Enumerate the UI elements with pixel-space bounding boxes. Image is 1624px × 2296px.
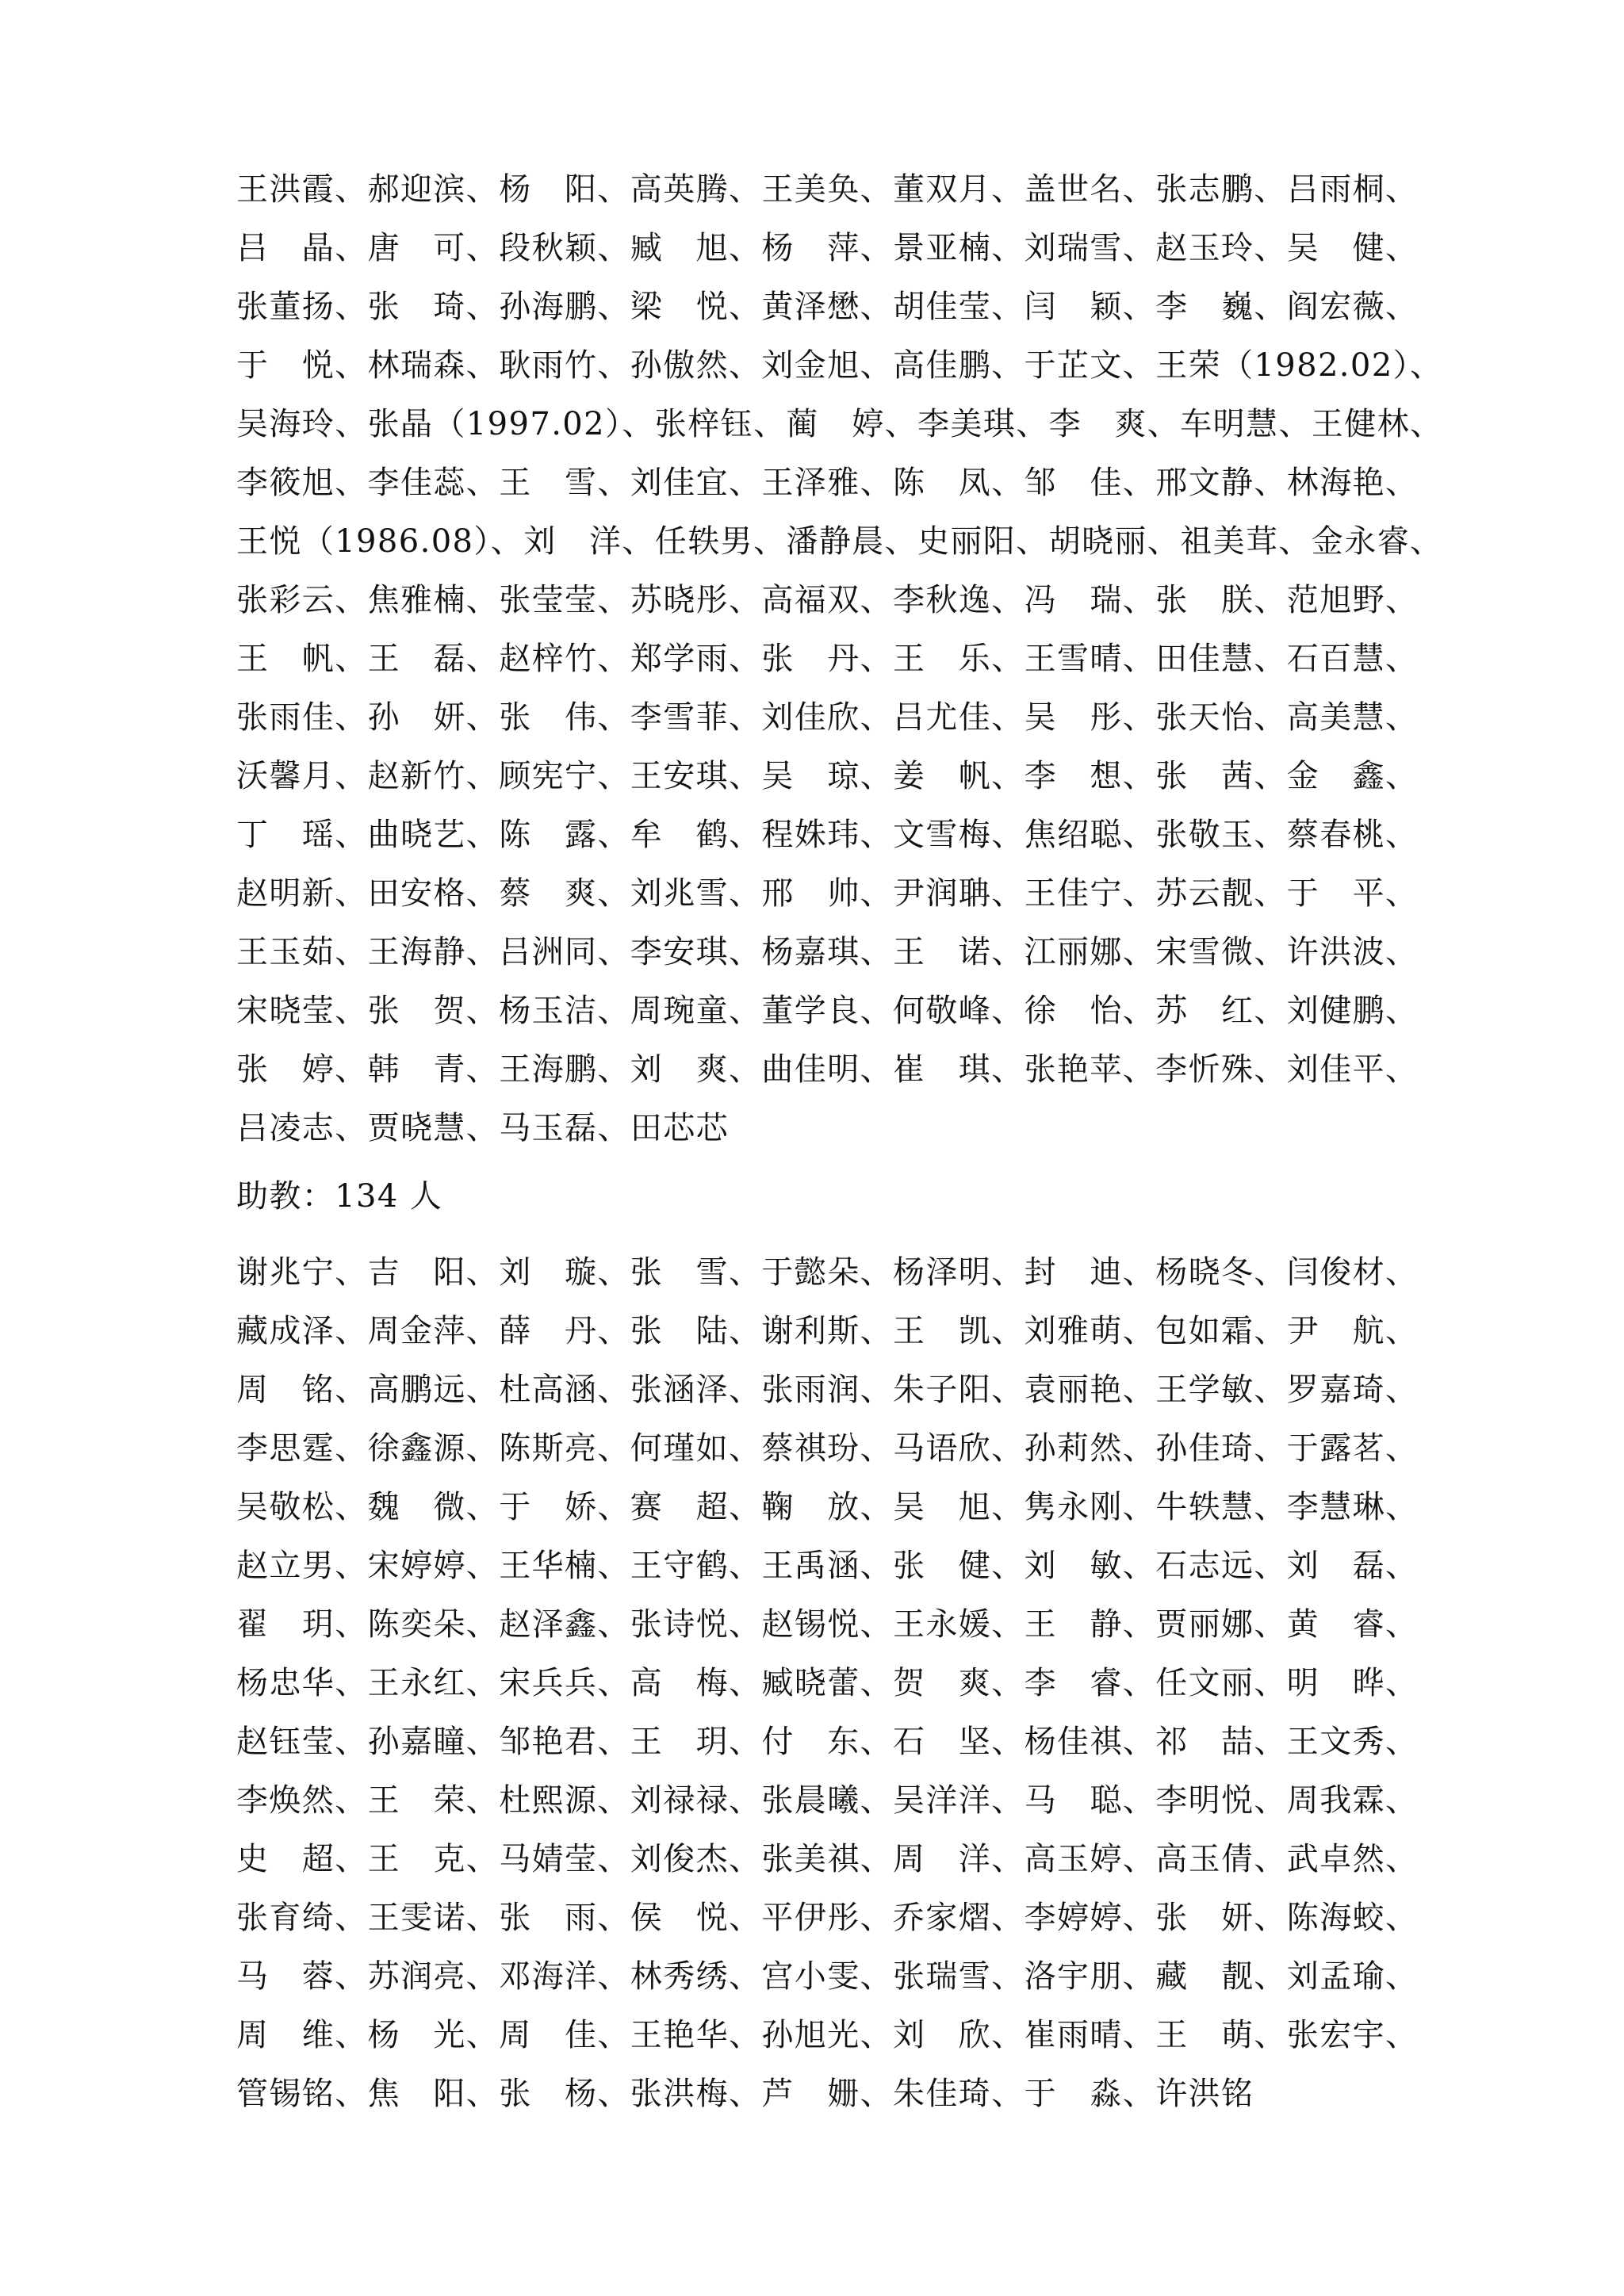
text-line: 史 超、王 克、马婧莹、刘俊杰、张美祺、周 洋、高玉婷、高玉倩、武卓然、 [236,1841,1419,1877]
text-line: 王 帆、王 磊、赵梓竹、郑学雨、张 丹、王 乐、王雪晴、田佳慧、石百慧、 [236,641,1419,677]
text-line: 吕 晶、唐 可、段秋颖、臧 旭、杨 萍、景亚楠、刘瑞雪、赵玉玲、吴 健、 [236,230,1419,266]
text-line: 张董扬、张 琦、孙海鹏、梁 悦、黄泽懋、胡佳莹、闫 颖、李 巍、阎宏薇、 [236,289,1419,325]
text-line: 宋晓莹、张 贺、杨玉洁、周琬童、董学良、何敬峰、徐 怡、苏 红、刘健鹏、 [236,993,1419,1029]
text-line: 周 维、杨 光、周 佳、王艳华、孙旭光、刘 欣、崔雨晴、王 萌、张宏宇、 [236,2017,1419,2053]
text-line: 王洪霞、郝迎滨、杨 阳、高英腾、王美奂、董双月、盖世名、张志鹏、吕雨桐、 [236,171,1419,208]
text-line: 赵钰莹、孙嘉瞳、邹艳君、王 玥、付 东、石 坚、杨佳祺、祁 喆、王文秀、 [236,1724,1419,1760]
text-line: 于 悦、林瑞森、耿雨竹、孙傲然、刘金旭、高佳鹏、于芷文、王荣（1982.02）、 [236,347,1443,384]
name-list-section-1 [236,160,1443,1158]
section-heading-teaching-assistants: 助教：134 人 [236,1178,443,1215]
text-line: 周 铭、高鹏远、杜高涵、张涵泽、张雨润、朱子阳、袁丽艳、王学敏、罗嘉琦、 [236,1372,1419,1408]
name-list-section-2 [236,1243,1419,2123]
text-line: 翟 玥、陈奕朵、赵泽鑫、张诗悦、赵锡悦、王永媛、王 静、贾丽娜、黄 睿、 [236,1606,1419,1643]
text-line: 吴海玲、张晶（1997.02）、张梓钰、蔺 婷、李美琪、李 爽、车明慧、王健林、 [236,406,1443,442]
text-line: 杨忠华、王永红、宋兵兵、高 梅、臧晓蕾、贺 爽、李 睿、任文丽、明 晔、 [236,1665,1419,1701]
text-line: 张雨佳、孙 妍、张 伟、李雪菲、刘佳欣、吕尤佳、吴 彤、张天怡、高美慧、 [236,699,1419,736]
text-line: 李焕然、王 荣、杜熙源、刘禄禄、张晨曦、吴洋洋、马 聪、李明悦、周我霖、 [236,1782,1419,1819]
text-line: 管锡铭、焦 阳、张 杨、张洪梅、芦 姗、朱佳琦、于 淼、许洪铭 [236,2076,1254,2112]
text-line: 沃馨月、赵新竹、顾宪宁、王安琪、吴 琼、姜 帆、李 想、张 茜、金 鑫、 [236,758,1419,794]
text-line: 吕凌志、贾晓慧、马玉磊、田芯芯 [236,1110,729,1146]
text-line: 吴敬松、魏 微、于 娇、赛 超、鞠 放、吴 旭、隽永刚、牛轶慧、李慧琳、 [236,1489,1419,1525]
text-line: 赵立男、宋婷婷、王华楠、王守鹤、王禹涵、张 健、刘 敏、石志远、刘 磊、 [236,1548,1419,1584]
text-line: 赵明新、田安格、蔡 爽、刘兆雪、邢 帅、尹润聃、王佳宁、苏云靓、于 平、 [236,875,1419,912]
text-line: 张 婷、韩 青、王海鹏、刘 爽、曲佳明、崔 琪、张艳苹、李忻殊、刘佳平、 [236,1051,1419,1088]
text-line: 藏成泽、周金萍、薛 丹、张 陆、谢利斯、王 凯、刘雅萌、包如霜、尹 航、 [236,1313,1419,1349]
text-line: 李思霆、徐鑫源、陈斯亮、何瑾如、蔡祺玢、马语欣、孙莉然、孙佳琦、于露茗、 [236,1430,1419,1467]
text-line: 马 蓉、苏润亮、邓海洋、林秀绣、宫小雯、张瑞雪、洛宇朋、藏 靓、刘孟瑜、 [236,1958,1419,1995]
text-line: 王悦（1986.08）、刘 洋、任轶男、潘静晨、史丽阳、胡晓丽、祖美茸、金永睿、 [236,523,1443,560]
text-line: 王玉茹、王海静、吕洲同、李安琪、杨嘉琪、王 诺、江丽娜、宋雪微、许洪波、 [236,934,1419,970]
text-line: 丁 瑶、曲晓艺、陈 露、牟 鹤、程姝玮、文雪梅、焦绍聪、张敬玉、蔡春桃、 [236,817,1419,853]
text-line: 李筱旭、李佳蕊、王 雪、刘佳宜、王泽雅、陈 凤、邹 佳、邢文静、林海艳、 [236,465,1419,501]
text-line: 谢兆宁、吉 阳、刘 璇、张 雪、于懿朵、杨泽明、封 迪、杨晓冬、闫俊材、 [236,1254,1419,1291]
text-line: 张彩云、焦雅楠、张莹莹、苏晓彤、高福双、李秋逸、冯 瑞、张 朕、范旭野、 [236,582,1419,618]
text-line: 张育绮、王雯诺、张 雨、侯 悦、平伊彤、乔家熠、李婷婷、张 妍、陈海蛟、 [236,1900,1419,1936]
